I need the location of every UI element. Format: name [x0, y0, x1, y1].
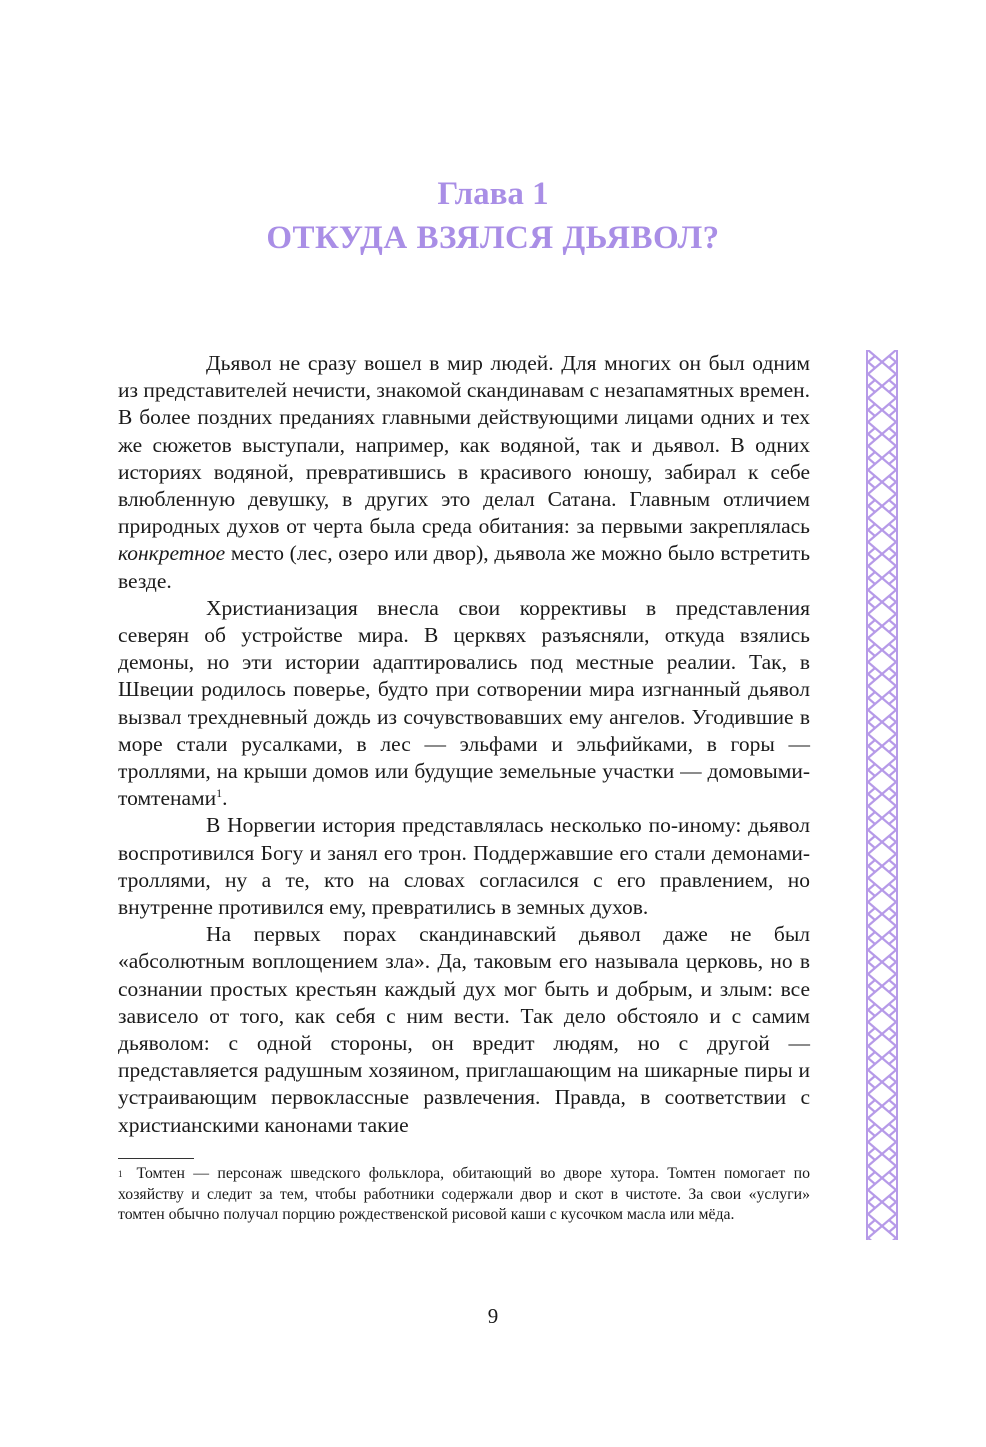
footnote-divider — [118, 1158, 194, 1159]
paragraph-4: На первых порах скандинавский дьявол даже не был «абсолютным воплощением зла». Да, таковым его называла церковь, но в сознании простых крестьян каждый дух мог быть и добрым, и злым: все зависело от того, как себя с ним вести. Так дело обстояло и с самим дьяволом: с одной стороны, он вредит людям, но с другой — представляется радушным хозяином, приглашающим на шикарные пиры и устраивающим первоклассные развлечения. Правда, в соответствии с христианскими канонами такие — [118, 922, 810, 1137]
footnote-mark: 1 — [118, 1169, 123, 1179]
footnote-text: Томтен — персонаж шведского фольклора, обитающий во дворе хутора. Томтен помогает по хозяйству и следит за тем, чтобы работники содержали двор и скот в чистоте. За свои «услуги» томтен обычно получал порцию рождественской рисовой каши с кусочком масла или мёда. — [118, 1165, 810, 1223]
body-text — [118, 350, 810, 1139]
celtic-knot-border-ornament-icon — [866, 350, 898, 1240]
chapter-title: ОТКУДА ВЗЯЛСЯ ДЬЯВОЛ? — [266, 220, 720, 256]
chapter-number: Глава 1 — [437, 176, 549, 212]
footnote-ref[interactable]: 1 — [216, 786, 223, 801]
chapter-heading — [0, 172, 986, 260]
paragraph-3: В Норвегии история представлялась несколько по-иному: дьявол воспротивился Богу и занял его трон. Поддержавшие его стали демонами-троллями, ну а те, кто на словах согласился с его правлением, но внутренне противился ему, превратились в земных духов. — [118, 813, 810, 920]
italic-word: конкретное — [118, 541, 226, 566]
paragraph-1: Дьявол не сразу вошел в мир людей. Для многих он был одним из представителей нечисти, знакомой скандинавам с незапамятных времен. В более поздних преданиях главными действующими лицами одних и тех же сюжетов выступали, например, как водяной, так и дьявол. В одних историях водяной, превратившись в красивого юношу, забирал к себе влюбленную девушку, в других это делал Сатана. Главным отличием природных духов от черта была среда обитания: за первыми закреплялась конкретное место (лес, озеро или двор), дьявола же можно было встретить везде. — [118, 351, 810, 593]
footnote — [118, 1164, 810, 1226]
paragraph-2: Христианизация внесла свои коррективы в представления северян об устройстве мира. В церквях разъясняли, откуда взялись демоны, но эти истории адаптировались под местные реалии. Так, в Швеции родилось поверье, будто при сотворении мира изгнанный дьявол вызвал трехдневный дождь из сочувствовавших ему ангелов. Угодившие в море стали русалками, в лес — эльфами и эльфийками, в горы — троллями, на крыши домов или будущие земельные участки — домовыми-томтенами$^1$. — [118, 595, 810, 811]
page-number: 9 — [487, 1304, 499, 1328]
